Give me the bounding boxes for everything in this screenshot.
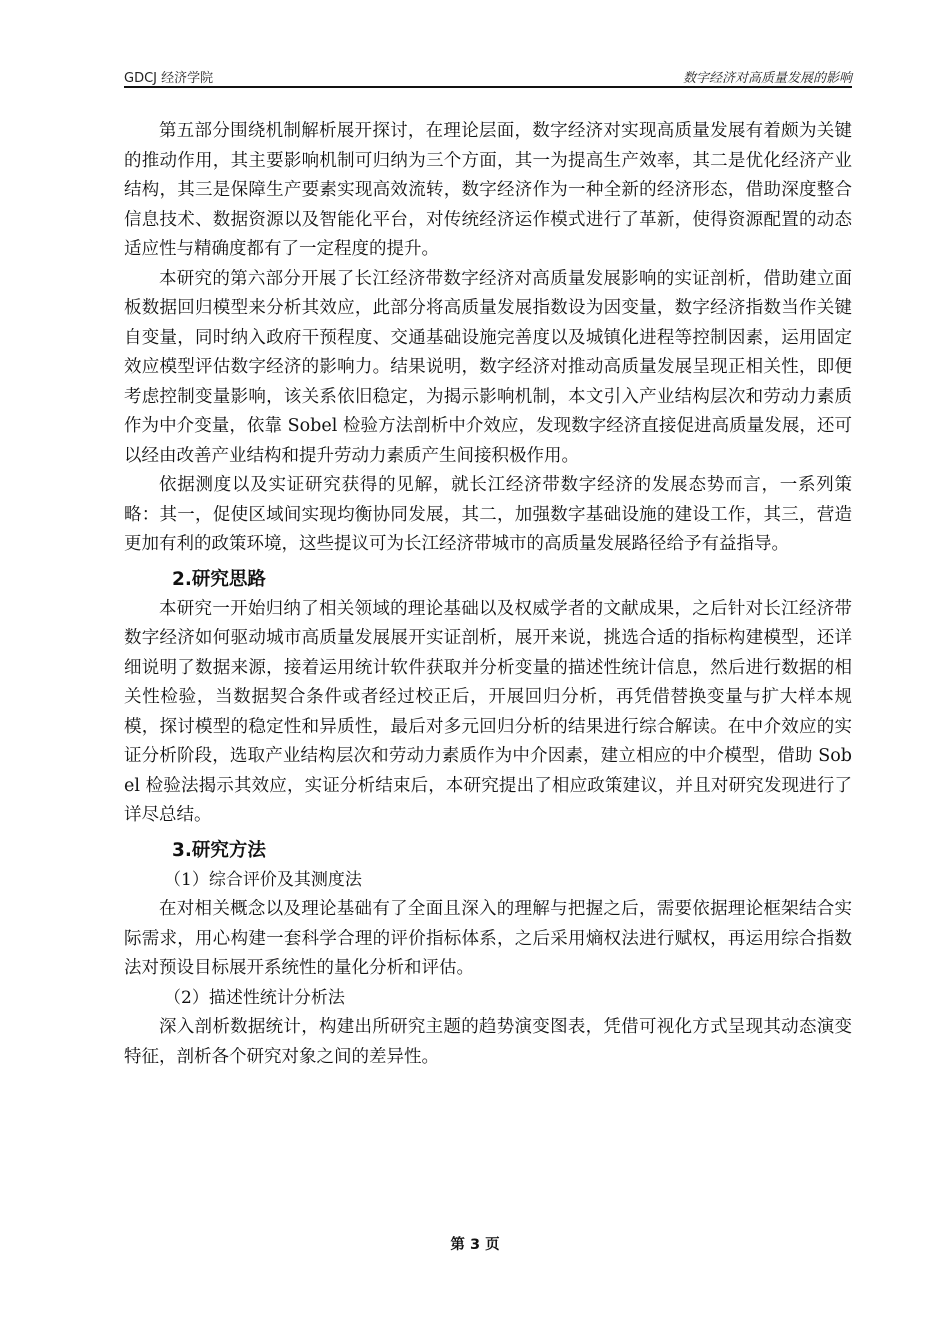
header-institution: GDCJ 经济学院 xyxy=(124,71,214,86)
section-heading-research-method: 3.研究方法 xyxy=(172,839,266,861)
paragraph-descriptive-statistics: 深入剖析数据统计，构建出所研究主题的趋势演变图表，凭借可视化方式呈现其动态演变特征，剖析各个研究对象之间的差异性。 xyxy=(124,1017,852,1067)
paragraph-suggestions: 依据测度以及实证研究获得的见解，就长江经济带数字经济的发展态势而言，一系列策略：其一，促使区域间实现均衡协同发展，其二，加强数字基础设施的建设工作，其三，营造更加有利的政策环境，这些提议可为长江经济带城市的高质量发展路径给予有益指导。 xyxy=(124,475,852,554)
page-header xyxy=(124,66,852,86)
section-heading-research-idea: 2.研究思路 xyxy=(172,568,266,590)
paragraph-research-idea: 本研究一开始归纳了相关领域的理论基础以及权威学者的文献成果，之后针对长江经济带数字经济如何驱动城市高质量发展展开实证剖析，展开来说，挑选合适的指标构建模型，还详细说明了数据来源，接着运用统计软件获取并分析变量的描述性统计信息，然后进行数据的相关性检验，当数据契合条件或者经过校正后，开展回归分析，再凭借替换变量与扩大样本规模，探讨模型的稳定性和异质性，最后对多元回归分析的结果进行综合解读。在中介效应的实证分析阶段，选取产业结构层次和劳动力素质作为中介因素，建立相应的中介模型，借助 Sobel 检验法揭示其效应，实证分析结束后，本研究提出了相应政策建议，并且对研究发现进行了详尽总结。 xyxy=(124,598,852,825)
paragraph-empirical: 本研究的第六部分开展了长江经济带数字经济对高质量发展影响的实证剖析，借助建立面板数据回归模型来分析其效应，此部分将高质量发展指数设为因变量，数字经济指数当作关键自变量，同时纳入政府干预程度、交通基础设施完善度以及城镇化进程等控制因素，运用固定效应模型评估数字经济的影响力。结果说明，数字经济对推动高质量发展呈现正相关性，即便考虑控制变量影响，该关系依旧稳定，为揭示影响机制，本文引入产业结构层次和劳动力素质作为中介变量，依靠 Sobel 检验方法剖析中介效应，发现数字经济直接促进高质量发展，还可以经由改善产业结构和提升劳动力素质产生间接积极作用。 xyxy=(124,268,852,466)
header-divider xyxy=(124,86,852,88)
subheading-evaluation-method: （1）综合评价及其测度法 xyxy=(164,869,362,890)
header-title: 数字经济对高质量发展的影响 xyxy=(682,71,852,86)
paragraph-mechanism: 第五部分围绕机制解析展开探讨，在理论层面，数字经济对实现高质量发展有着颇为关键的推动作用，其主要影响机制可归纳为三个方面，其一为提高生产效率，其二是优化经济产业结构，其三是保障生产要素实现高效流转，数字经济作为一种全新的经济形态，借助深度整合信息技术、数据资源以及智能化平台，对传统经济运作模式进行了革新，使得资源配置的动态适应性与精确度都有了一定程度的提升。 xyxy=(124,121,852,259)
subheading-descriptive-statistics: （2）描述性统计分析法 xyxy=(164,987,345,1008)
page-number: 第 3 页 xyxy=(450,1237,500,1253)
document-body xyxy=(124,117,852,1072)
paragraph-evaluation-method: 在对相关概念以及理论基础有了全面且深入的理解与把握之后，需要依据理论框架结合实际需求，用心构建一套科学合理的评价指标体系，之后采用熵权法进行赋权，再运用综合指数法对预设目标展开系统性的量化分析和评估。 xyxy=(124,899,852,978)
